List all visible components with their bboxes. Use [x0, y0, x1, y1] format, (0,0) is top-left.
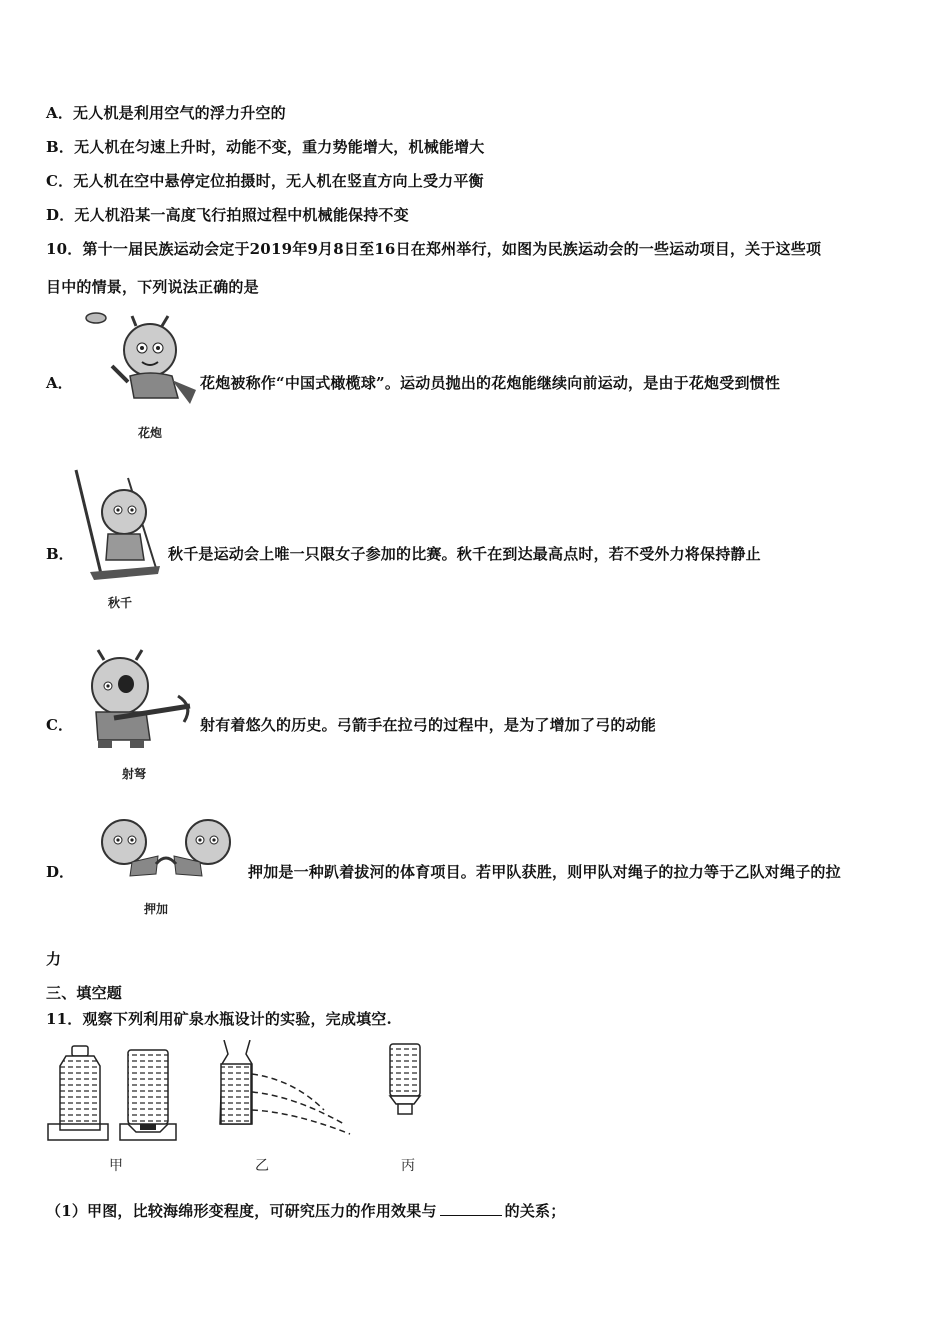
q11-sub1-suffix: 的关系； [504, 1202, 566, 1220]
q11-fig-label-jia: 甲 [109, 1158, 123, 1174]
q10-option-b-label: B． [46, 545, 74, 563]
yajia-caption: 押加 [143, 902, 168, 916]
yi-bottle-with-holes [220, 1040, 350, 1134]
yajia-mascot-icon [96, 816, 236, 888]
qiuqian-mascot-icon [68, 468, 168, 592]
huapao-caption: 花炮 [137, 426, 162, 440]
q10-option-d-label: D． [46, 863, 75, 881]
yajia-figure [96, 816, 236, 888]
q9-option-a: A．无人机是利用空气的浮力升空的 [46, 104, 286, 122]
q11-fig-label-bing: 丙 [401, 1158, 415, 1174]
q10-option-d-text: 押加是一种趴着拔河的体育项目。若甲队获胜，则甲队对绳子的拉力等于乙队对绳子的拉 [248, 863, 841, 881]
q10-stem-line2: 目中的情景，下列说法正确的是 [46, 278, 259, 296]
q11-figure [44, 1040, 444, 1172]
section-title-fill-blank: 三、填空题 [46, 984, 123, 1002]
q10-option-b-text: 秋千是运动会上唯一只限女子参加的比赛。秋千在到达最高点时，若不受外力将保持静止 [168, 545, 761, 563]
q9-option-d: D．无人机沿某一高度飞行拍照过程中机械能保持不变 [46, 206, 409, 224]
qiuqian-figure [68, 468, 168, 592]
huapao-mascot-icon [82, 306, 200, 414]
bing-inverted-bottle [390, 1044, 420, 1114]
q10-option-c-label: C． [46, 716, 73, 734]
q10-stem-line1: 10．第十一届民族运动会定于2019年9月8日至16日在郑州举行，如图为民族运动会的一些运动项目，关于这些项 [46, 240, 822, 258]
jia-inverted-bottle [128, 1050, 168, 1130]
q9-option-b: B．无人机在匀速上升时，动能不变，重力势能增大，机械能增大 [46, 138, 485, 156]
q9-option-c: C．无人机在空中悬停定位拍摄时，无人机在竖直方向上受力平衡 [46, 172, 484, 190]
shenu-mascot-icon [74, 648, 198, 752]
q10-option-d-continuation: 力 [46, 950, 62, 968]
q11-stem: 11．观察下列利用矿泉水瓶设计的实验，完成填空. [46, 1010, 392, 1028]
q11-sub1 [46, 1200, 565, 1221]
jia-sponge-left [48, 1124, 108, 1140]
q10-option-c-text: 射有着悠久的历史。弓箭手在拉弓的过程中，是为了增加了弓的动能 [200, 716, 657, 734]
q11-fig-label-yi: 乙 [255, 1158, 269, 1174]
jia-upright-bottle [60, 1046, 100, 1124]
q11-sub1-answer-blank[interactable] [440, 1203, 502, 1216]
q10-option-a-text: 花炮被称作“中国式橄榄球”。运动员抛出的花炮能继续向前运动，是由于花炮受到惯性 [200, 374, 781, 392]
shenu-caption: 射弩 [121, 767, 146, 781]
q11-sub1-prefix: （1）甲图，比较海绵形变程度，可研究压力的作用效果与 [46, 1202, 437, 1220]
qiuqian-caption: 秋千 [107, 596, 132, 610]
bottle-experiment-diagram [44, 1040, 444, 1172]
huapao-figure [82, 306, 200, 414]
shenu-figure [74, 648, 198, 752]
q10-option-a-label: A． [46, 374, 73, 392]
